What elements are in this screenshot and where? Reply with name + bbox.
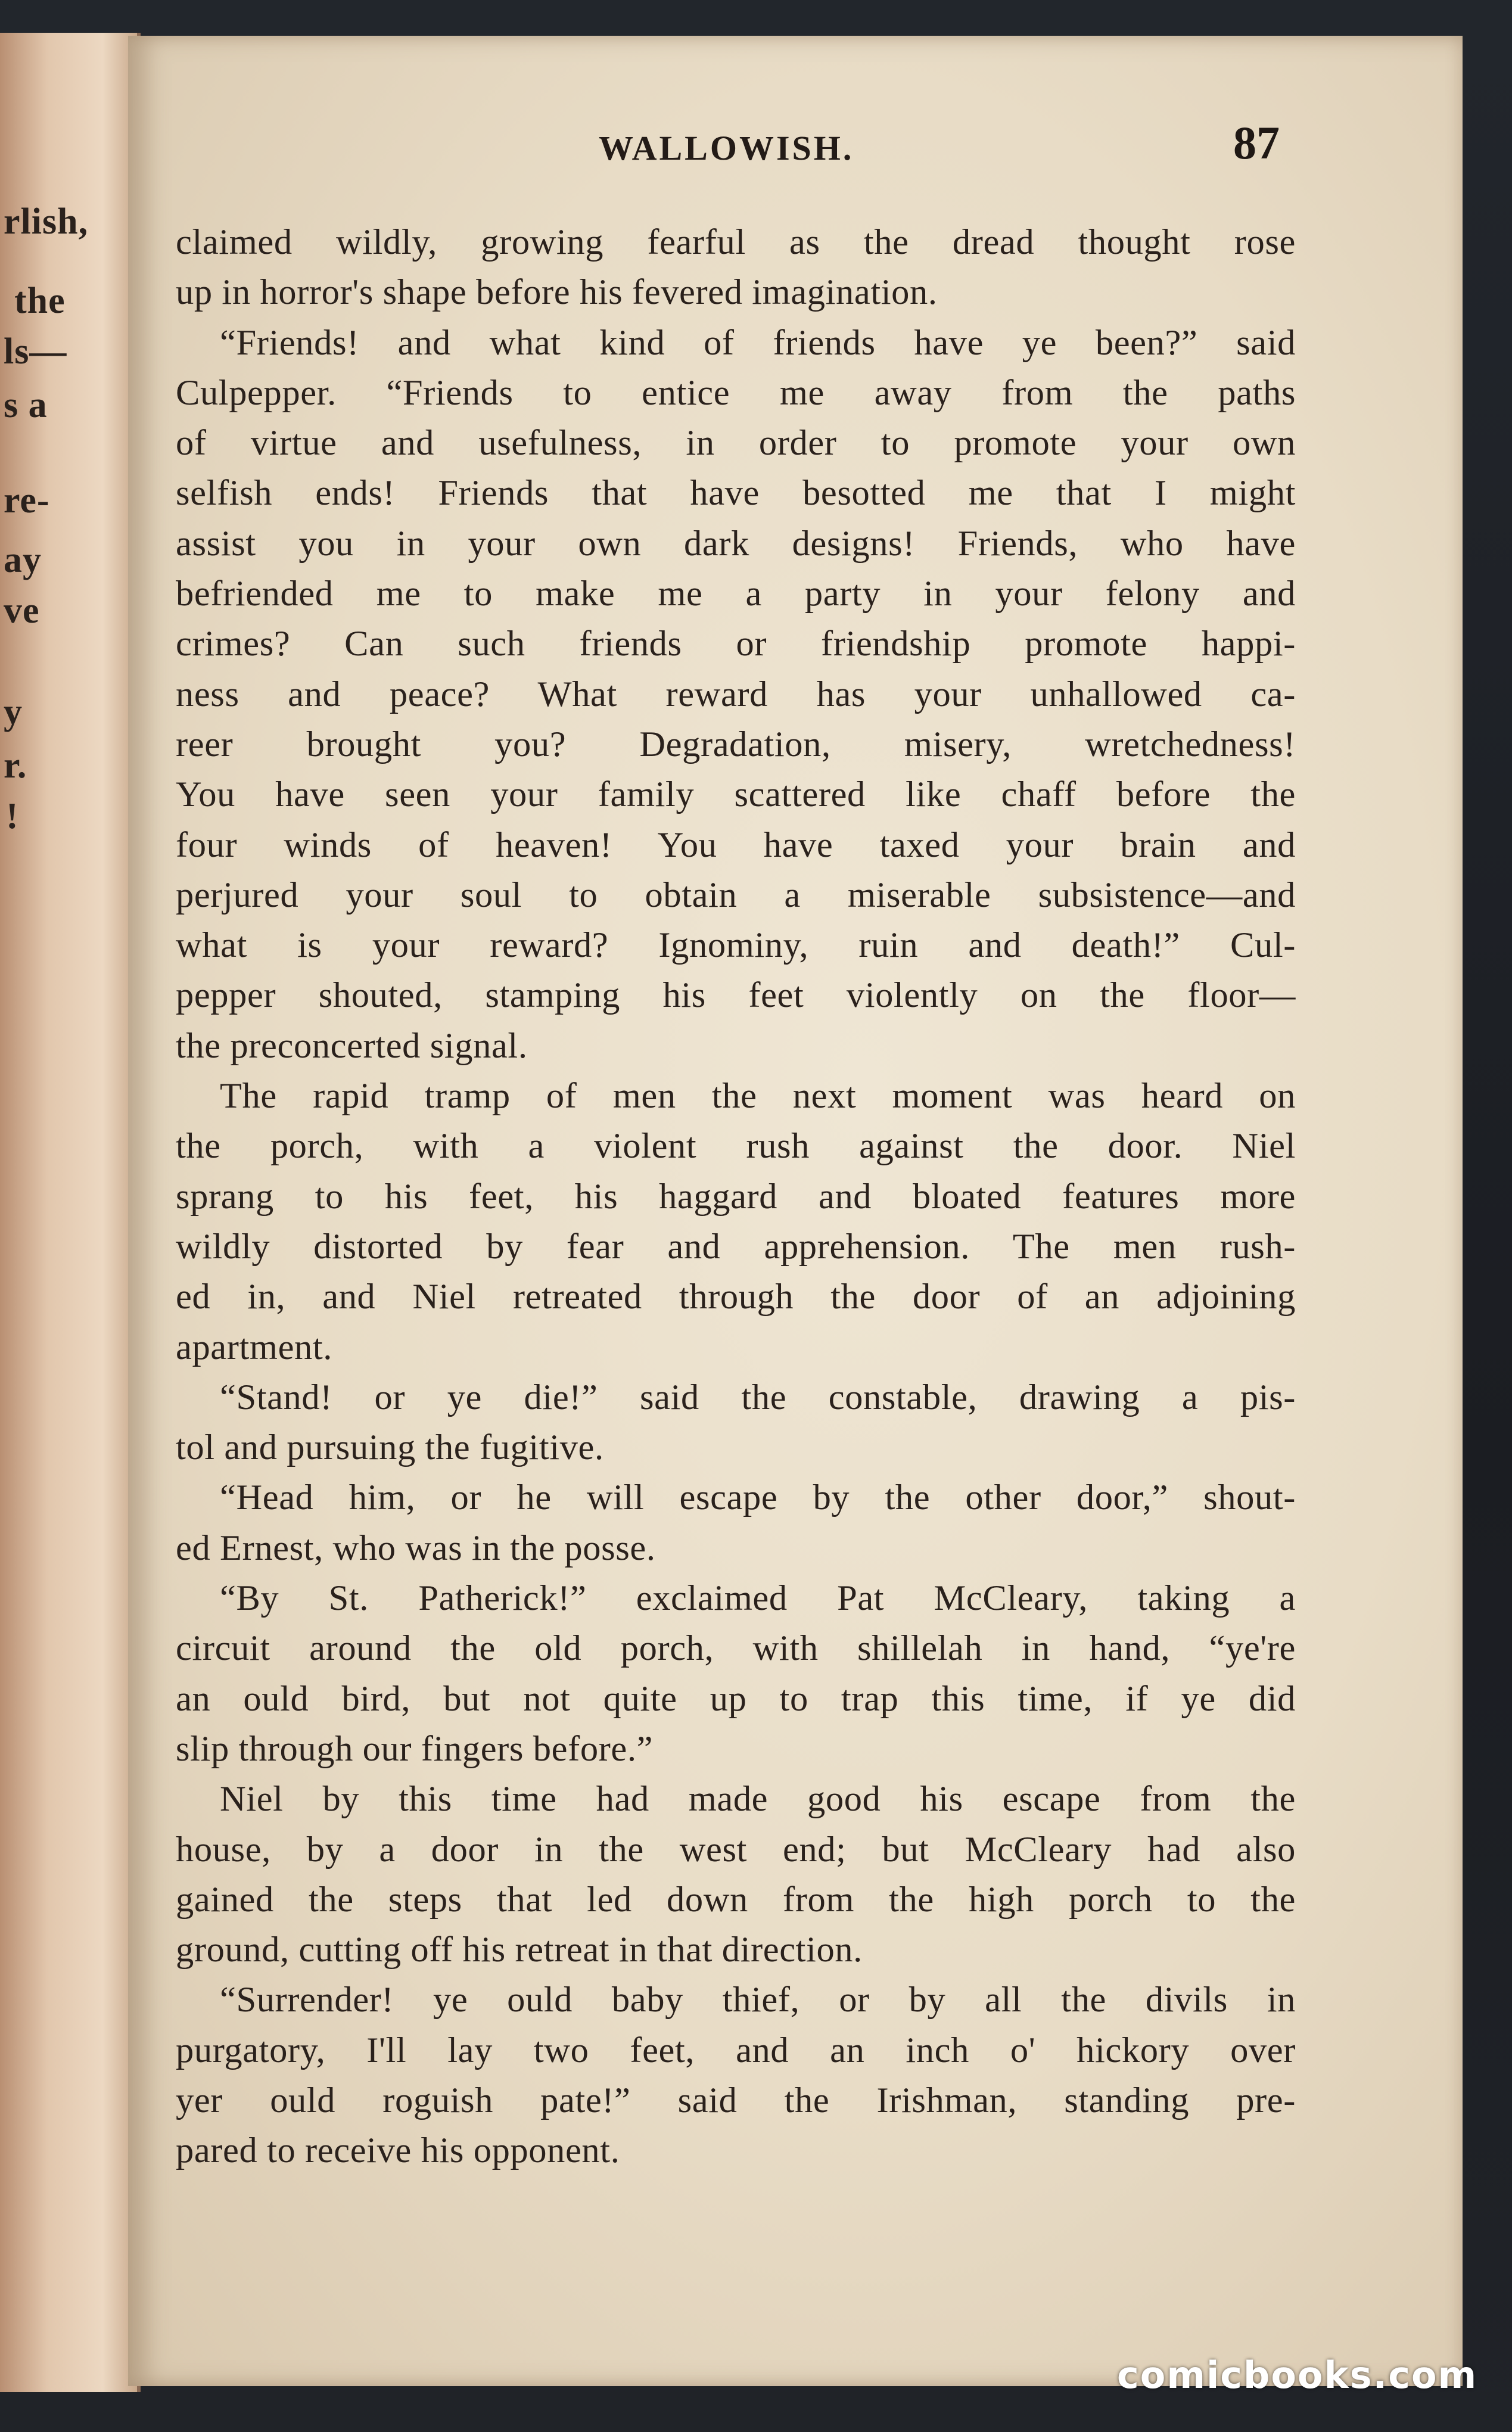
text-line: purgatory, I'll lay two feet, and an inch o' hickory over bbox=[176, 2030, 1296, 2070]
text-line: house, by a door in the west end; but McCleary had also bbox=[176, 1829, 1296, 1870]
text-line: “By St. Patherick!” exclaimed Pat McCleary, taking a bbox=[220, 1578, 1296, 1619]
text-line: assist you in your own dark designs! Friends, who have bbox=[176, 523, 1296, 564]
left-page-fragment: y bbox=[4, 692, 23, 732]
left-page-fragment: ! bbox=[6, 796, 19, 836]
text-line: “Stand! or ye die!” said the constable, drawing a pis- bbox=[220, 1377, 1296, 1417]
text-line: “Head him, or he will escape by the other door,” shout- bbox=[220, 1478, 1296, 1518]
text-line: pepper shouted, stamping his feet violently on the floor— bbox=[176, 975, 1296, 1016]
text-line: four winds of heaven! You have taxed your brain and bbox=[176, 825, 1296, 865]
left-page-fragment: re- bbox=[4, 480, 50, 521]
left-page-fragment: s a bbox=[4, 385, 48, 425]
book-page bbox=[128, 36, 1463, 2386]
text-line: perjured your soul to obtain a miserable subsistence—and bbox=[176, 875, 1296, 915]
text-line: crimes? Can such friends or friendship promote happi- bbox=[176, 624, 1296, 664]
text-line: up in horror's shape before his fevered imagination. bbox=[176, 272, 938, 313]
text-line: ground, cutting off his retreat in that direction. bbox=[176, 1930, 863, 1970]
body-text bbox=[176, 217, 1296, 2176]
text-line: what is your reward? Ignominy, ruin and death!” Cul- bbox=[176, 925, 1296, 966]
running-head bbox=[128, 116, 1463, 176]
text-line: Culpepper. “Friends to entice me away from the paths bbox=[176, 372, 1296, 413]
text-line: selfish ends! Friends that have besotted me that I might bbox=[176, 473, 1296, 514]
text-line: sprang to his feet, his haggard and bloated features more bbox=[176, 1176, 1296, 1217]
previous-page-edge bbox=[0, 33, 141, 2392]
text-line: slip through our fingers before.” bbox=[176, 1728, 654, 1769]
text-line: You have seen your family scattered like chaff before the bbox=[176, 775, 1296, 815]
text-line: apartment. bbox=[176, 1327, 333, 1367]
running-title: WALLOWISH. bbox=[599, 129, 854, 167]
text-line: befriended me to make me a party in your felony and bbox=[176, 574, 1296, 614]
text-line: an ould bird, but not quite up to trap this time, if ye did bbox=[176, 1678, 1296, 1719]
watermark: comicbooks.com bbox=[1117, 2353, 1478, 2397]
text-line: pared to receive his opponent. bbox=[176, 2131, 620, 2171]
left-page-fragment: r. bbox=[4, 745, 27, 786]
text-line: reer brought you? Degradation, misery, wretchedness! bbox=[176, 724, 1296, 764]
text-line: the porch, with a violent rush against the door. Niel bbox=[176, 1126, 1296, 1167]
text-line: yer ould roguish pate!” said the Irishman, standing pre- bbox=[176, 2080, 1296, 2120]
text-line: “Surrender! ye ould baby thief, or by all the divils in bbox=[220, 1980, 1296, 2020]
text-line: The rapid tramp of men the next moment was heard on bbox=[220, 1076, 1296, 1117]
text-line: “Friends! and what kind of friends have ye been?” said bbox=[220, 322, 1296, 363]
left-page-fragment: the bbox=[14, 281, 66, 321]
text-line: ed Ernest, who was in the posse. bbox=[176, 1528, 656, 1568]
left-page-fragment: ve bbox=[4, 590, 40, 631]
page-number: 87 bbox=[1233, 117, 1280, 169]
text-line: the preconcerted signal. bbox=[176, 1025, 528, 1066]
left-page-fragment: ls— bbox=[4, 331, 67, 372]
left-page-fragment: ay bbox=[4, 540, 42, 580]
text-line: wildly distorted by fear and apprehension. The men rush- bbox=[176, 1226, 1296, 1267]
text-line: gained the steps that led down from the high porch to the bbox=[176, 1879, 1296, 1920]
text-line: of virtue and usefulness, in order to promote your own bbox=[176, 423, 1296, 464]
text-line: claimed wildly, growing fearful as the dread thought rose bbox=[176, 222, 1296, 262]
left-page-fragment: rlish, bbox=[4, 201, 89, 242]
text-line: ness and peace? What reward has your unhallowed ca- bbox=[176, 674, 1296, 714]
text-line: ed in, and Niel retreated through the door of an adjoining bbox=[176, 1277, 1296, 1317]
text-line: tol and pursuing the fugitive. bbox=[176, 1428, 604, 1468]
text-line: circuit around the old porch, with shillelah in hand, “ye're bbox=[176, 1628, 1296, 1669]
text-line: Niel by this time had made good his escape from the bbox=[220, 1779, 1296, 1820]
